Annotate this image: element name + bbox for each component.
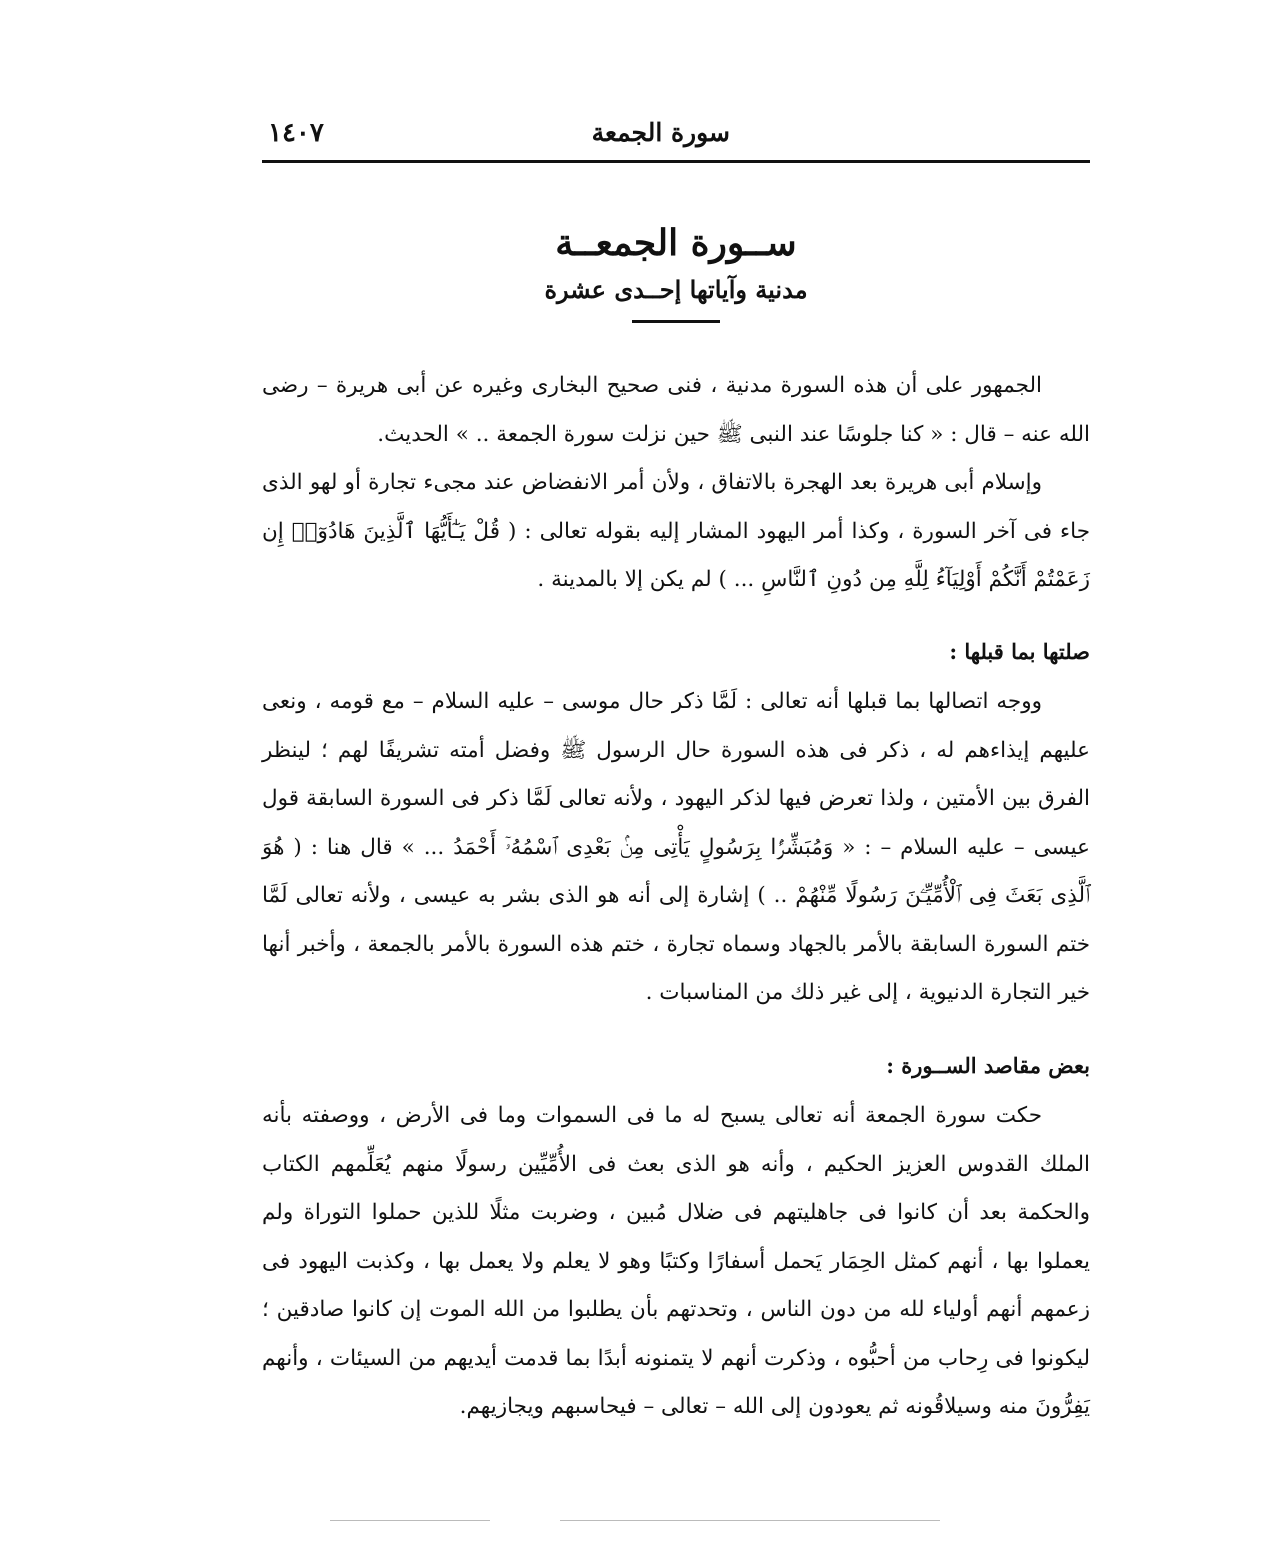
- section-heading-connection: صلتها بما قبلها :: [949, 639, 1090, 664]
- running-header: [262, 112, 1090, 163]
- page-number: ١٤٠٧: [268, 118, 324, 148]
- surah-subtitle: مدنية وآياتها إحــدى عشرة: [544, 275, 808, 304]
- intro-paragraph: الجمهور على أن هذه السورة مدنية ، فنى صحيح البخارى وغيره عن أبى هريرة – رضى الله عنه – قال : « كنا جلوسًا عند النبى ﷺ حين نزلت سورة الجمعة .. » الحديث.: [262, 373, 1090, 447]
- surah-title: ســورة الجمعــة: [555, 222, 797, 264]
- title-block: [262, 218, 1090, 323]
- scan-artifact-line: [560, 1520, 940, 1521]
- purposes-section: [262, 1092, 1090, 1432]
- section-heading-purposes: بعض مقاصد الســورة :: [886, 1053, 1090, 1078]
- intro-section: [262, 362, 1090, 605]
- scan-artifact-line: [330, 1520, 490, 1521]
- connection-section: [262, 678, 1090, 1018]
- purposes-paragraph: حكت سورة الجمعة أنه تعالى يسبح له ما فى السموات وما فى الأرض ، ووصفته بأنه الملك القدوس العزيز الحكيم ، وأنه هو الذى بعث فى الأُمِّيِّين رسولًا منهم يُعَلِّمهم الكتاب والحكمة بعد أن كانوا فى جاهليتهم فى ضلال مُبين ، وضربت مثلًا للذين حملوا التوراة ولم يعملوا بها ، أنهم كمثل الحِمَار يَحمل أسفارًا وكتبًا وهو لا يعلم ولا يعمل بها ، وكذبت اليهود فى زعمهم أنهم أولياء لله من دون الناس ، وتحدتهم بأن يطلبوا من الله الموت إن كانوا صادقين ؛ ليكونوا فى رِحاب من أحبُّوه ، وذكرت أنهم لا يتمنونه أبدًا بما قدمت أيديهم من السيئات ، وأنهم يَفِرُّونَ منه وسيلاقُونه ثم يعودون إلى الله – تعالى – فيحاسبهم ويجازيهم.: [262, 1103, 1090, 1419]
- running-title: سورة الجمعة: [591, 118, 730, 147]
- connection-paragraph: ووجه اتصالها بما قبلها أنه تعالى : لَمَّا ذكر حال موسى – عليه السلام – مع قومه ، ونعى عليهم إيذاءهم له ، ذكر فى هذه السورة حال الرسول ﷺ وفضل أمته تشريفًا لهم ؛ لينظر الفرق بين الأمتين ، ولذا تعرض فيها لذكر اليهود ، ولأنه تعالى لَمَّا ذكر فى السورة السابقة قول عيسى – عليه السلام – : « وَمُبَشِّرًۢا بِرَسُولٍ يَأْتِى مِنۢ بَعْدِى ٱسْمُهُۥٓ أَحْمَدُ ... » قال هنا : ( هُوَ ٱلَّذِى بَعَثَ فِى ٱلْأُمِّيِّـۧنَ رَسُولًا مِّنْهُمْ .. ) إشارة إلى أنه هو الذى بشر به عيسى ، ولأنه تعالى لَمَّا ختم السورة السابقة بالأمر بالجهاد وسماه تجارة ، ختم هذه السورة بالأمر بالجمعة ، وأخبر أنها خير التجارة الدنيوية ، إلى غير ذلك من المناسبات .: [262, 689, 1090, 1005]
- intro-paragraph: وإسلام أبى هريرة بعد الهجرة بالاتفاق ، ولأن أمر الانفضاض عند مجىء تجارة أو لهو الذى جاء فى آخر السورة ، وكذا أمر اليهود المشار إليه بقوله تعالى : ( قُلْ يَـٰٓأَيُّهَا ٱلَّذِينَ هَادُوٓا۟ إِن زَعَمْتُمْ أَنَّكُمْ أَوْلِيَآءُ لِلَّهِ مِن دُونِ ٱلنَّاسِ ... ) لم يكن إلا بالمدينة .: [262, 470, 1090, 592]
- title-divider: [632, 320, 720, 323]
